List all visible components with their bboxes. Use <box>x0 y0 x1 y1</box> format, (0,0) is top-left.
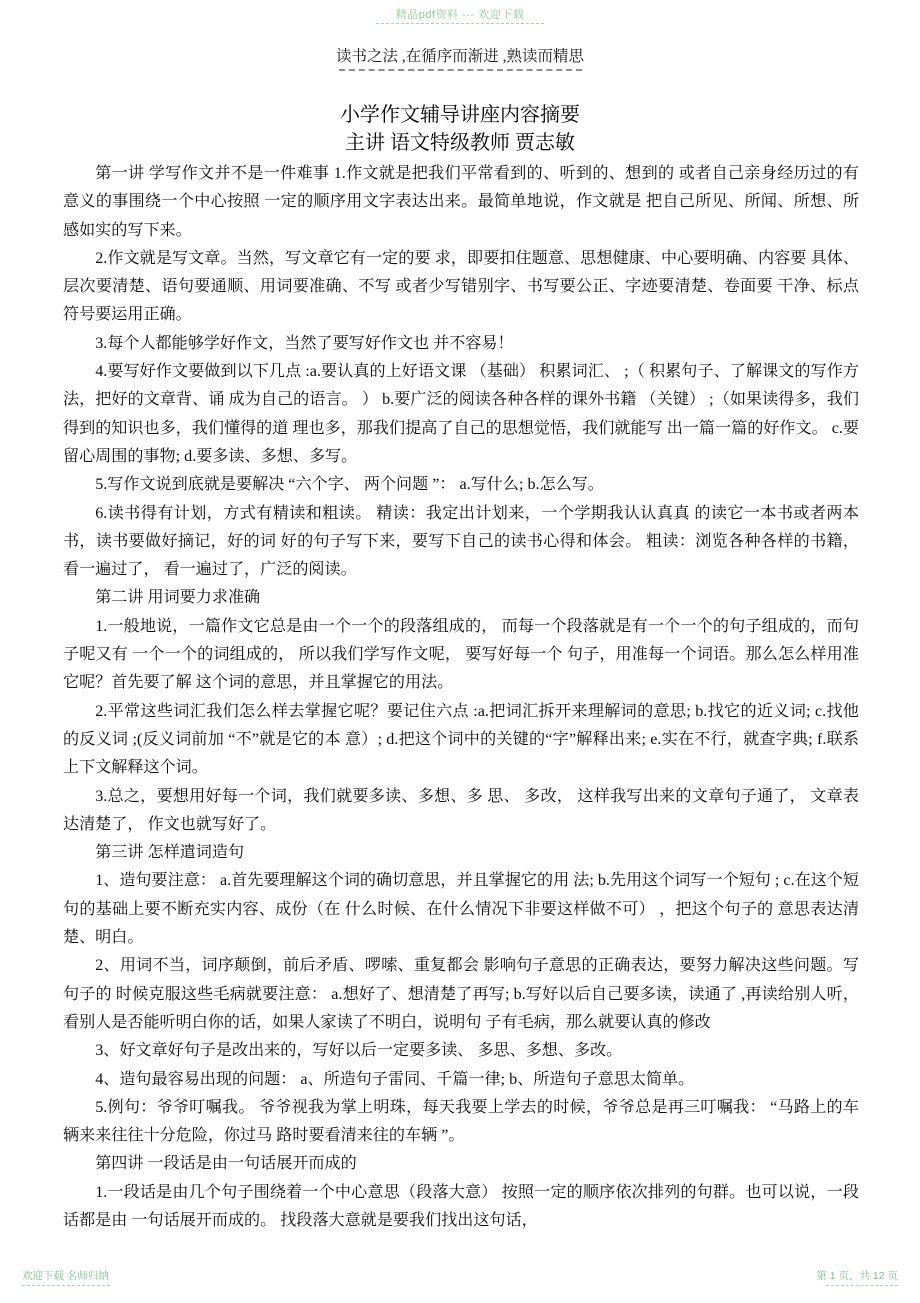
paragraph: 2、用词不当，词序颠倒，前后矛盾、啰嗦、重复都会 影响句子意思的正确表达，要努力解决这些问题。写句子的 时候克服这些毛病就要注意： a.想好了、想清楚了再写; b.写好以后自己要多读，读通了 ,再读给别人听， 看别人是否能听明白你的话，如果人家读了不明白，说明句 子有毛病，那么就要认真的修改 <box>63 957 859 1031</box>
document-body <box>63 160 859 1235</box>
page-number-text: 第 1 页，共 12 页 <box>816 1270 898 1282</box>
paragraph: 3、好文章好句子是改出来的，写好以后一定要多读、 多思、多想、多改。 <box>95 1042 623 1060</box>
epigraph <box>0 47 920 71</box>
paragraph: 1.一般地说，一篇作文它总是由一个一个的段落组成的， 而每一个段落就是有一个一个的句子组成的，而句子呢又有 一个一个的词组成的， 所以我们学写作文呢， 要写好每一个 句子，用准每一个词语。那么怎么样用准它呢？首先要了解 这个词的意思，并且掌握它的用法。 <box>63 617 859 692</box>
page-subtitle: 主讲 语文特级教师 贾志敏 <box>345 132 575 154</box>
watermark-header <box>0 9 920 24</box>
paragraph: 5.写作文说到底就是要解决 “六个字、 两个问题 ”： a.写什么; b.怎么写。 <box>95 476 604 494</box>
footer-left-text: 欢迎下载 名师归纳 <box>22 1270 109 1282</box>
epigraph-underline <box>339 68 582 71</box>
page-title: 小学作文辅导讲座内容摘要 <box>340 104 580 126</box>
paragraph: 1、造句要注意： a.首先要理解这个词的确切意思，并且掌握它的用 法; b.先用这个词写一个短句 ; c.在这个短句的基础上要不断充实内容、成份（在 什么时候、在什么情况下非要这样做不可） ，把这个句子的 意思表达清楚、明白。 <box>63 872 859 947</box>
lecture-heading-2: 第二讲 用词要力求准确 <box>95 589 261 607</box>
paragraph: 3.每个人都能够学好作文，当然了要写好作文也 并不容易！ <box>95 334 514 352</box>
lecture-heading-3: 第三讲 怎样遣词造句 <box>95 844 245 862</box>
epigraph-text: 读书之法 ,在循序而渐进 ,熟读而精思 <box>335 48 584 65</box>
paragraph: 2.平常这些词汇我们怎么样去掌握它呢？要记住六点 :a.把词汇拆开来理解词的意思; b.找它的近义词; c.找他的反义词 ;(反义词前加 “不”就是它的本 意）; d.把这个词中的关键的“字”解释出来; e.实在不行，就查字典; f.联系上下文解释这个词。 <box>63 702 859 777</box>
watermark-underline <box>376 22 544 24</box>
paragraph: 4.要写好作文要做到以下几点 :a.要认真的上好语文课 （基础） 积累词汇、 ;（ 积累句子、了解课文的写作方法，把好的文章背、诵 成为自己的语言。 ） b.要广泛的阅读各种各样的课外书籍 （关键） ;（如果读得多，我们得到的知识也多，我们懂得的道 理也多，那我们提高了自己的思想觉悟，我们就能写 出一篇一篇的好作文。 c.要留心周围的事物; d.要多读、多想、多写。 <box>63 363 859 465</box>
footer-left-underline <box>22 1284 110 1286</box>
page-footer <box>0 1262 920 1294</box>
paragraph: 1.一段话是由几个句子围绕着一个中心意思（段落大意） 按照一定的顺序依次排列的句群。也可以说，一段话都是由 一句话展开而成的。 找段落大意就是要我们找出这句话， <box>63 1183 859 1229</box>
paragraph: 3.总之，要想用好每一个词，我们就要多读、多想、多 思、 多改， 这样我写出来的文章句子通了， 文章表达清楚了， 作文也就写好了。 <box>63 787 859 833</box>
footer-left <box>22 1270 110 1286</box>
paragraph: 6.读书得有计划，方式有精读和粗读。 精读：我定出计划来，一个学期我认认真真 的读它一本书或者两本书，读书要做好摘记，好的词 好的句子写下来，要写下自己的读书心得和体会。 粗读：浏览各种各样的书籍，看一遍过了， 看一遍过了，广泛的阅读。 <box>63 504 859 579</box>
footer-right <box>816 1270 898 1286</box>
paragraph: 4、造句最容易出现的问题： a、所造句子雷同、千篇一律; b、所造句子意思太简单。 <box>95 1070 695 1088</box>
paragraph: 5.例句：爷爷叮嘱我。 爷爷视我为掌上明珠，每天我要上学去的时候，爷爷总是再三叮嘱我： “马路上的车辆来来往往十分危险，你过马 路时要看清来往的车辆 ”。 <box>63 1098 859 1145</box>
footer-right-underline <box>826 1284 898 1286</box>
paragraph: 第一讲 学写作文并不是一件难事 1.作文就是把我们平常看到的、听到的、想到的 或者自己亲身经历过的有意义的事围绕一个中心按照 一定的顺序用文字表达出来。最简单地说，作文就是 把自己所见、所闻、所想、所感如实的写下来。 <box>63 165 859 239</box>
paragraph: 2.作文就是写文章。当然，写文章它有一定的要 求，即要扣住题意、思想健康、中心要明确、内容要 具体、层次要清楚、语句要通顺、用词要准确、不写 或者少写错别字、书写要公正、字迹要清楚、卷面要 干净、标点符号要运用正确。 <box>63 249 859 324</box>
lecture-heading-4: 第四讲 一段话是由一句话展开而成的 <box>95 1155 357 1173</box>
watermark-text: 精品pdf资料 --- 欢迎下载 <box>395 9 525 21</box>
